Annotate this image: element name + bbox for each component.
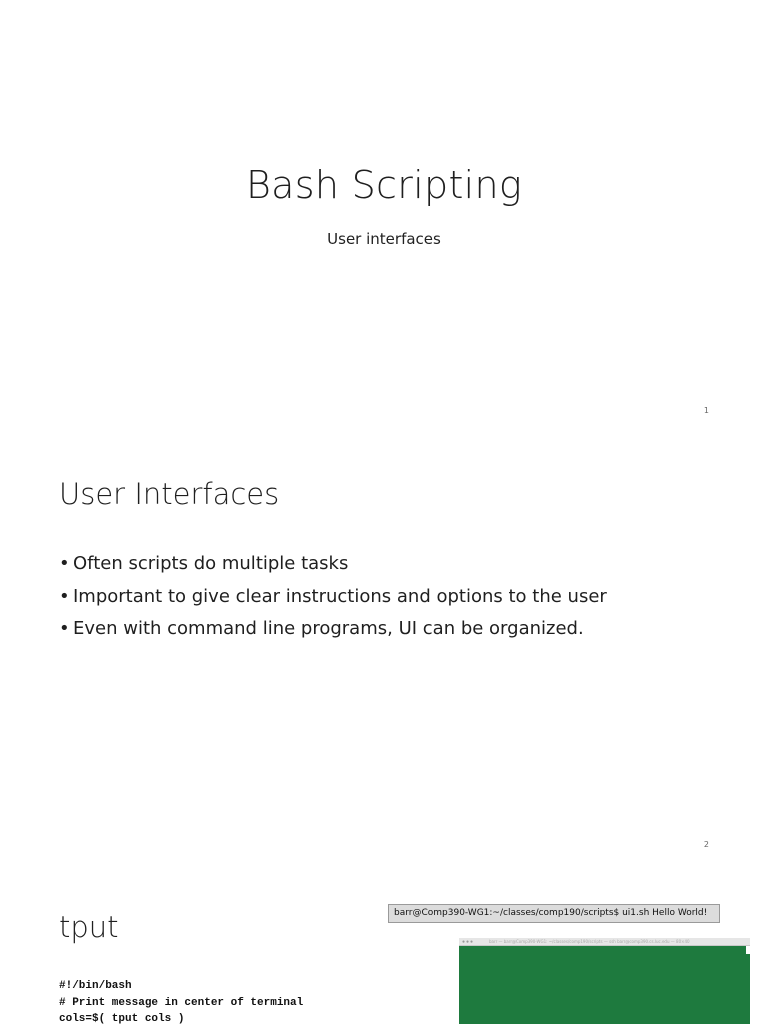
slide2-title: User Interfaces [59, 477, 280, 511]
terminal-titlebar [459, 938, 750, 946]
window-controls-icon: ●●● [462, 939, 475, 945]
slide1-title: Bash Scripting [246, 163, 522, 207]
code-line: # Print message in center of terminal [59, 996, 304, 1009]
bullet-item [59, 548, 607, 581]
slide1-subtitle: User interfaces [327, 230, 441, 248]
bullet-text: Important to give clear instructions and options to the user [73, 585, 607, 607]
bullet-dot-icon: • [59, 553, 70, 574]
code-line: #!/bin/bash [59, 980, 132, 992]
code-block [59, 978, 303, 1024]
bullet-text: Often scripts do multiple tasks [73, 553, 349, 574]
bullet-item [59, 613, 607, 646]
slide1-number: 1 [703, 406, 709, 415]
bullet-dot-icon: • [59, 585, 70, 607]
command-prompt-bar: barr@Comp390-WG1:~/classes/comp190/scripts$ ui1.sh Hello World! [388, 904, 720, 923]
terminal-window-title: barr — barr@Comp390-WG1: ~/classes/comp190/scripts — ssh barr@comp390.cs.luc.edu — 80×40 [489, 939, 690, 944]
bullet-item [59, 581, 607, 614]
scrollbar-icon [746, 946, 750, 954]
terminal-window-screenshot [459, 938, 750, 1024]
slide2-number: 2 [703, 840, 709, 849]
slide3-title: tput [59, 910, 119, 944]
bullet-text: Even with command line programs, UI can be organized. [73, 618, 584, 639]
code-line: cols=$( tput cols ) [59, 1013, 185, 1024]
bullet-dot-icon: • [59, 618, 70, 639]
slide2-bullet-list [59, 548, 607, 646]
